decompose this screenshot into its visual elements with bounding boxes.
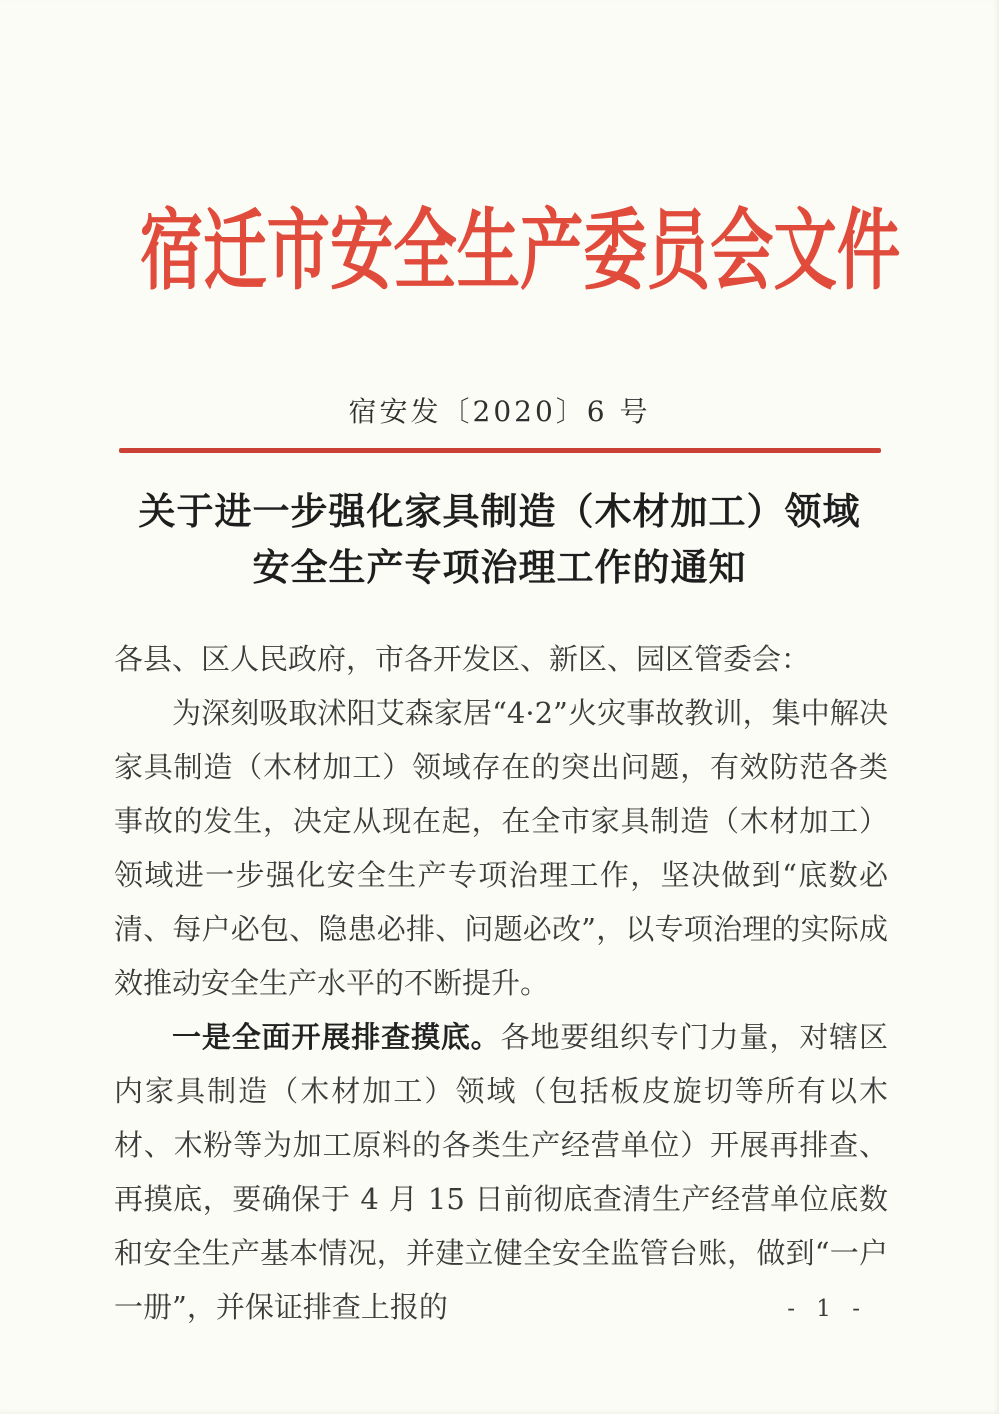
body-paragraph xyxy=(114,1010,888,1334)
page-number: - 1 - xyxy=(787,1296,867,1322)
paragraph-emphasis: 一是全面开展排查摸底。 xyxy=(172,1020,501,1054)
document-header-title: 宿迁市安全生产委员会文件 xyxy=(139,198,901,302)
red-divider-line xyxy=(119,448,881,453)
document-body xyxy=(114,632,888,1334)
body-paragraph xyxy=(114,686,888,1010)
document-title xyxy=(0,483,999,595)
body-paragraphs xyxy=(114,686,888,1334)
paragraph-text: 为深刻吸取沭阳艾森家居“4·2”火灾事故教训，集中解决家具制造（木材加工）领域存在的突出问题，有效防范各类事故的发生，决定从现在起，在全市家具制造（木材加工）领域进一步强化安全生产专项治理工作，坚决做到“底数必清、每户必包、隐患必排、问题必改”，以专项治理的实际成效推动安全生产水平的不断提升。 xyxy=(114,696,888,1000)
paragraph-text: 各地要组织专门力量，对辖区内家具制造（木材加工）领域（包括板皮旋切等所有以木材、木粉等为加工原料的各类生产经营单位）开展再排查、再摸底，要确保于 4 月 15 日前彻底查清生产经营单位底数和安全生产基本情况，并建立健全安全监管台账，做到“一户一册”，并保证排查上报的 xyxy=(114,1020,888,1324)
document-title-line-1: 关于进一步强化家具制造（木材加工）领域 xyxy=(138,489,861,533)
document-title-line-2: 安全生产专项治理工作的通知 xyxy=(252,545,747,589)
salutation: 各县、区人民政府，市各开发区、新区、园区管委会： xyxy=(114,642,811,676)
document-number: 宿安发〔2020〕6 号 xyxy=(348,395,651,428)
